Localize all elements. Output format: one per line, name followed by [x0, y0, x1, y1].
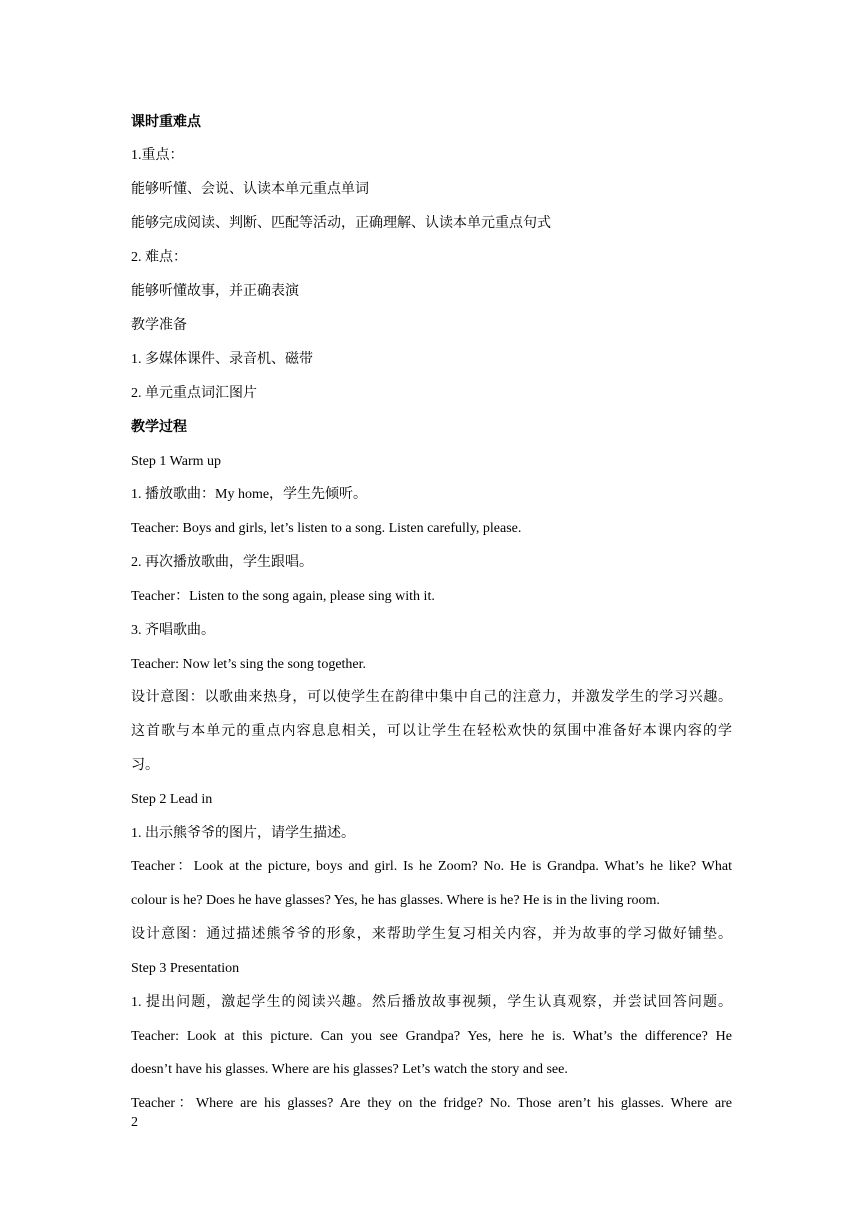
- step3-teacher-2-line-1: Teacher：Where are his glasses? Are they on the fridge? No. Those aren’t his glasses. Where are: [131, 1096, 732, 1111]
- step1-item-1: 1. 播放歌曲：My home，学生先倾听。: [131, 487, 368, 502]
- step2-teacher-1-line-1: Teacher：Look at the picture, boys and girl. Is he Zoom? No. He is Grandpa. What’s he like? What: [131, 859, 732, 874]
- step3-title: Step 3 Presentation: [131, 961, 240, 976]
- step1-item-2: 2. 再次播放歌曲，学生跟唱。: [131, 555, 313, 570]
- heading-process: 教学过程: [131, 420, 187, 435]
- step2-teacher-1-line-2: colour is he? Does he have glasses? Yes, he has glasses. Where is he? He is in the living room.: [131, 893, 660, 908]
- step3-teacher-1-line-1: Teacher: Look at this picture. Can you see Grandpa? Yes, here he is. What’s the difference? He: [131, 1029, 732, 1044]
- step1-teacher-1: Teacher: Boys and girls, let’s listen to a song. Listen carefully, please.: [131, 521, 522, 536]
- key-point-1-title: 1.重点：: [131, 148, 184, 163]
- step1-title: Step 1 Warm up: [131, 454, 221, 469]
- page-number: 2: [131, 1115, 138, 1130]
- step1-design-line-2: 这首歌与本单元的重点内容息息相关，可以让学生在轻松欢快的氛围中准备好本课内容的学: [131, 724, 732, 739]
- preparation-2: 2. 单元重点词汇图片: [131, 386, 257, 401]
- step3-teacher-1-line-2: doesn’t have his glasses. Where are his glasses? Let’s watch the story and see.: [131, 1062, 568, 1077]
- step3-item-1: 1. 提出问题，激起学生的阅读兴趣。然后播放故事视频，学生认真观察，并尝试回答问题。: [131, 995, 732, 1010]
- step1-teacher-2: Teacher：Listen to the song again, please sing with it.: [131, 589, 435, 604]
- step1-design-line-3: 习。: [131, 758, 159, 773]
- step1-design-line-1: 设计意图：以歌曲来热身，可以使学生在韵律中集中自己的注意力，并激发学生的学习兴趣。: [131, 690, 732, 705]
- preparation-1: 1. 多媒体课件、录音机、磁带: [131, 352, 313, 367]
- key-point-2-title: 2. 难点：: [131, 250, 187, 265]
- step1-teacher-3: Teacher: Now let’s sing the song together.: [131, 657, 367, 672]
- step2-item-1: 1. 出示熊爷爷的图片，请学生描述。: [131, 826, 355, 841]
- heading-key-points: 课时重难点: [131, 115, 201, 130]
- key-point-1-item-1: 能够听懂、会说、认读本单元重点单词: [131, 182, 369, 197]
- key-point-2-item-1: 能够听懂故事，并正确表演: [131, 284, 299, 299]
- heading-preparation: 教学准备: [131, 318, 187, 333]
- key-point-1-item-2: 能够完成阅读、判断、匹配等活动，正确理解、认读本单元重点句式: [131, 216, 551, 231]
- step1-item-3: 3. 齐唱歌曲。: [131, 623, 215, 638]
- step2-design: 设计意图：通过描述熊爷爷的形象，来帮助学生复习相关内容，并为故事的学习做好铺垫。: [131, 927, 732, 942]
- step2-title: Step 2 Lead in: [131, 792, 213, 807]
